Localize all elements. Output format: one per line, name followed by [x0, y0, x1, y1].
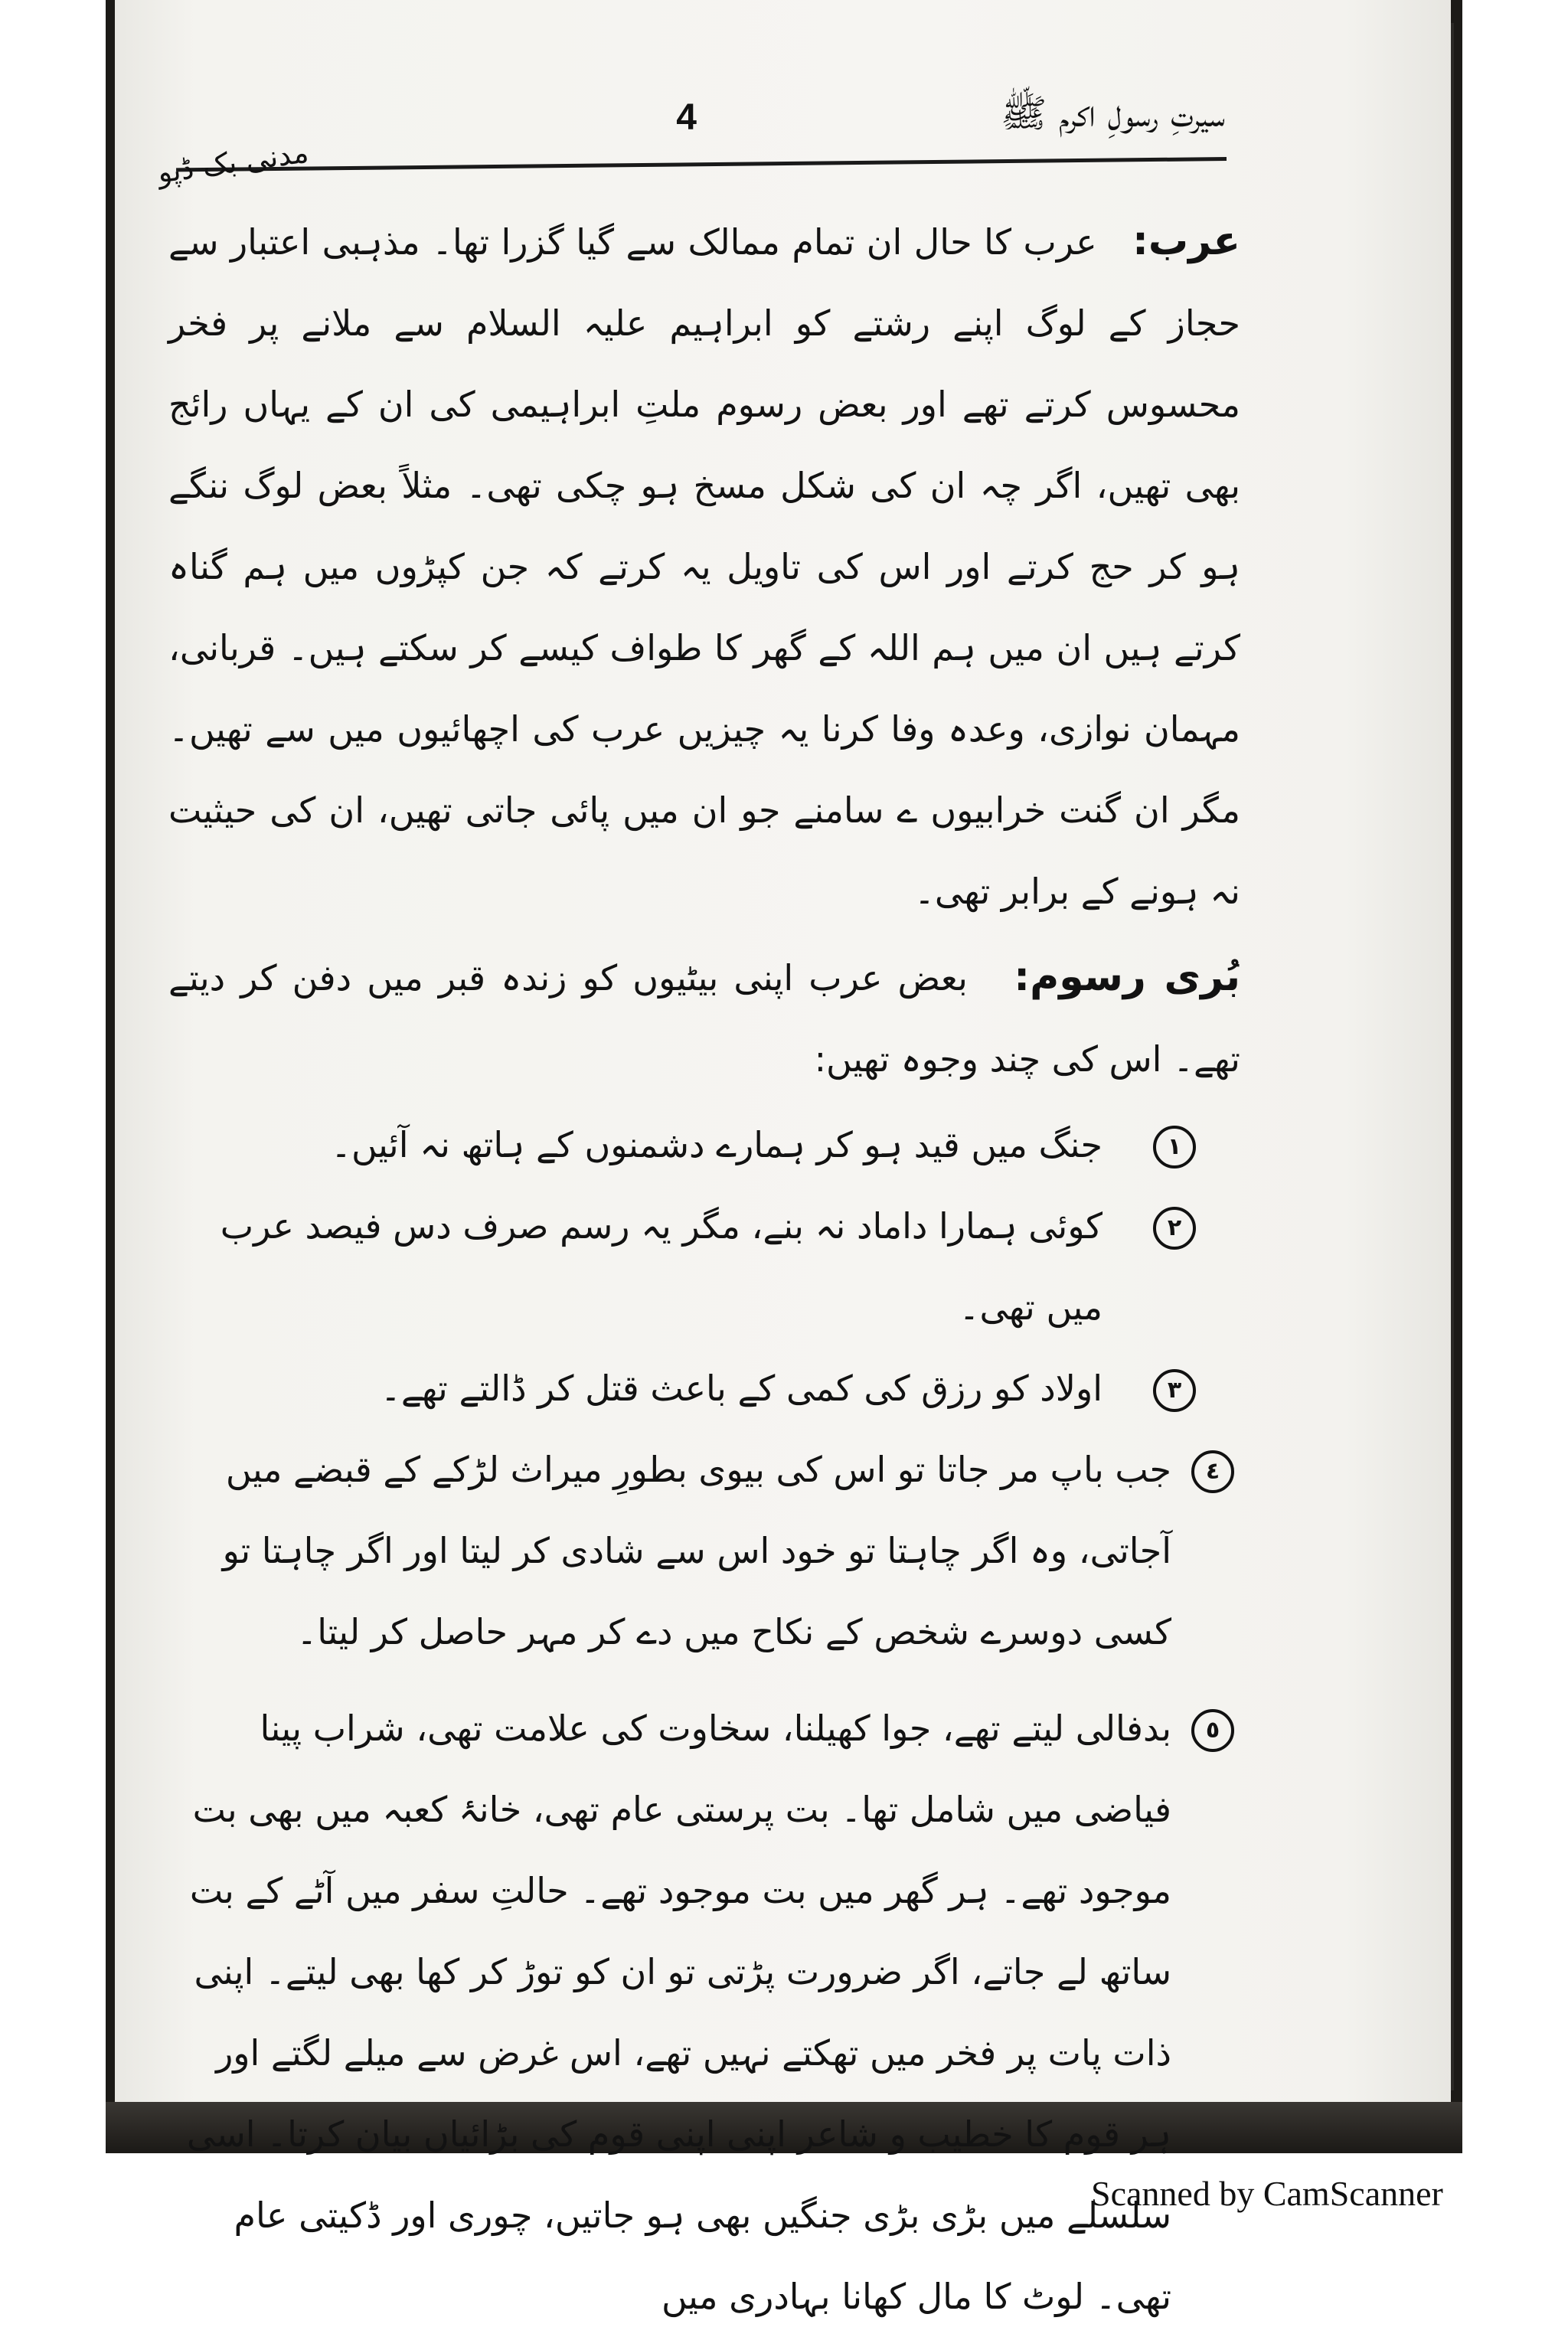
- list-item: [168, 1348, 1182, 1429]
- scanner-watermark: Scanned by CamScanner: [1091, 2174, 1443, 2213]
- list-item: [168, 1185, 1182, 1348]
- item-number: ٥: [1191, 1709, 1234, 1752]
- page-header: [176, 83, 1225, 167]
- item-number: ١: [1153, 1126, 1196, 1168]
- paragraph-bad-customs: [168, 936, 1240, 1100]
- item-text: بدفالی لیتے تھے، جوا کھیلنا، سخاوت کی علامت تھی، شراب پینا فیاضی میں شامل تھا۔ بت پرستی عام تھی، خانۂ کعبہ میں بھی بت موجود تھے۔ ہر گھر میں بت موجود تھے۔ حالتِ سفر میں آٹے کے بت ساتھ لے جاتے، اگر ضرورت پڑتی تو ان کو توڑ کر کھا بھی لیتے۔ اپنی ذات پات پر فخر میں تھکتے نہیں تھے، اس غرض سے میلے لگتے اور ہر قوم کا خطیب و شاعر اپنی اپنی قوم کی بڑائیاں بیان کرتا۔ اسی سلسلے میں بڑی بڑی جنگیں بھی ہو جاتیں، چوری اور ڈکیتی عام تھی۔ لوٹ کا مال کھانا بہادری میں: [186, 1708, 1171, 2317]
- item-number: ٣: [1153, 1369, 1196, 1412]
- heading-bad-customs: بُری رسوم:: [1014, 954, 1240, 1000]
- heading-arab: عرب:: [1132, 218, 1240, 264]
- item-text: جنگ میں قید ہو کر ہمارے دشمنوں کے ہاتھ نہ آئیں۔: [331, 1124, 1102, 1165]
- list-item: [168, 1429, 1220, 1672]
- page-body: [168, 201, 1240, 2337]
- page-number: 4: [676, 97, 697, 138]
- book-title: سیرتِ رسولِ اکرم ﷺ: [1000, 91, 1225, 136]
- item-number: ٤: [1191, 1450, 1234, 1493]
- paragraph-arab: [168, 201, 1240, 932]
- item-number: ٢: [1153, 1207, 1196, 1250]
- paragraph-text: بعض عرب اپنی بیٹیوں کو زندہ قبر میں دفن کر دیتے تھے۔ اس کی چند وجوہ تھیں:: [168, 957, 1240, 1080]
- list-item: [168, 1104, 1182, 1185]
- list-item: [168, 1688, 1220, 2337]
- item-text: کوئی ہمارا داماد نہ بنے، مگر یہ رسم صرف دس فیصد عرب میں تھی۔: [220, 1205, 1102, 1328]
- item-text: اولاد کو رزق کی کمی کے باعث قتل کر ڈالتے تھے۔: [380, 1368, 1102, 1409]
- page-edge-line: [1451, 23, 1454, 2090]
- paragraph-text: عرب کا حال ان تمام ممالک سے گیا گزرا تھا۔ مذہبی اعتبار سے حجاز کے لوگ اپنے رشتے کو ابراہیم علیہ السلام سے ملانے پر فخر محسوس کرتے تھے اور بعض رسوم ملتِ ابراہیمی کی ان کے یہاں رائج بھی تھیں، اگر چہ ان کی شکل مسخ ہو چکی تھی۔ مثلاً بعض لوگ ننگے ہو کر حج کرتے اور اس کی تاویل یہ کرتے کہ جن کپڑوں میں ہم گناہ کرتے ہیں ان میں ہم اللہ کے گھر کا طواف کیسے کر سکتے ہیں۔ قربانی، مہمان نوازی، وعدہ وفا کرنا یہ چیزیں عرب کی اچھائیوں میں سے تھیں۔ مگر ان گنت خرابیوں ے سامنے جو ان میں پائی جاتی تھیں، ان کی حیثیت نہ ہونے کے برابر تھی۔: [168, 221, 1240, 912]
- item-text: جب باپ مر جاتا تو اس کی بیوی بطورِ میراث لڑکے کے قبضے میں آجاتی، وہ اگر چاہتا تو خود اس سے شادی کر لیتا اور اگر چاہتا تو کسی دوسرے شخص کے نکاح میں دے کر مہر حاصل کر لیتا۔: [222, 1449, 1171, 1652]
- publisher-mark: مدنی بک ڈپو: [155, 135, 311, 190]
